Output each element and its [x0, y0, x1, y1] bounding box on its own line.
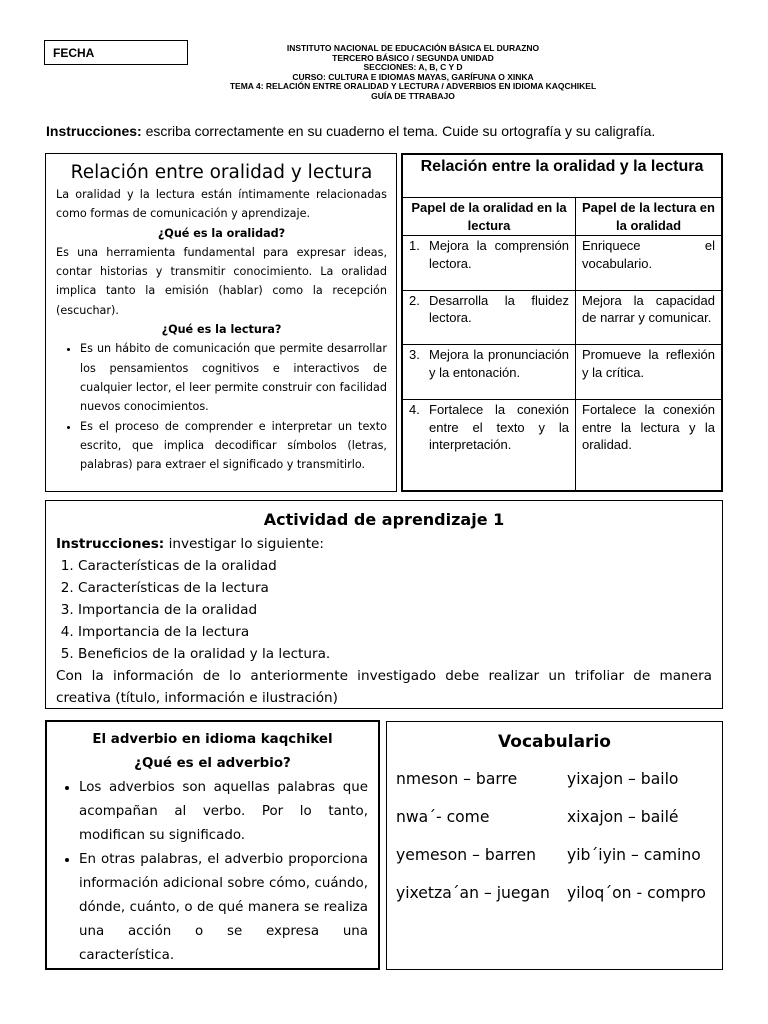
- vocab-row: [396, 798, 722, 836]
- vocab-term: yixetza´an – juegan: [396, 884, 550, 902]
- relacion-title: Relación entre oralidad y lectura: [70, 162, 373, 183]
- fecha-box: [44, 40, 188, 65]
- table-cell: Fortalece la conexión entre el texto y la interpretación.: [429, 402, 569, 453]
- vocabulario-title: Vocabulario: [498, 732, 611, 752]
- actividad-box: [45, 500, 723, 709]
- vocab-term: nmeson – barre: [396, 770, 518, 788]
- vocab-term: yemeson – barren: [396, 846, 537, 864]
- table-title: Relación entre la oralidad y la lectura: [403, 155, 722, 198]
- table-cell: Fortalece la conexión entre la lectura y la oralidad.: [576, 400, 722, 491]
- table-header-oralidad: Papel de la oralidad en la lectura: [403, 198, 576, 236]
- list-item: • Es un hábito de comunicación que permite desarrollar los pensamientos cognitivos e interactivos de cualquier lector, el leer permite construir con facilidad nuevos conocimientos.: [80, 339, 387, 416]
- actividad-title: Actividad de aprendizaje 1: [263, 510, 505, 529]
- adverbio-box: [45, 720, 380, 970]
- table-row: [403, 400, 722, 491]
- table-cell: Mejora la comprensión lectora.: [429, 238, 569, 271]
- header-line: CURSO: CULTURA E IDIOMAS MAYAS, GARÍFUNA O XINKA: [292, 71, 534, 82]
- fecha-label: FECHA: [53, 46, 95, 60]
- list-item: 4. Importancia de la lectura: [78, 621, 712, 643]
- vocabulario-box: [386, 721, 723, 970]
- table-row: [403, 290, 722, 345]
- list-item: 3. Importancia de la oralidad: [78, 599, 712, 621]
- actividad-instructions-text: investigar lo siguiente:: [164, 536, 324, 552]
- row-number: 1.: [409, 238, 420, 254]
- relacion-intro: La oralidad y la lectura están íntimamente relacionadas como formas de comunicación y aprendizaje.: [56, 188, 387, 221]
- header-line: TEMA 4: RELACIÓN ENTRE ORALIDAD Y LECTURA / ADVERBIOS EN IDIOMA KAQCHIKEL: [229, 81, 597, 92]
- list-item: 5. Beneficios de la oralidad y la lectura.: [78, 643, 712, 665]
- instructions-text: escriba correctamente en su cuaderno el tema. Cuide su ortografía y su caligrafía.: [141, 123, 656, 139]
- lectura-bullets: [56, 339, 387, 474]
- vocab-term: yiloq´on - compro: [567, 884, 706, 902]
- vocab-row: [396, 836, 722, 874]
- table-row: [403, 345, 722, 400]
- relacion-box: [45, 153, 397, 492]
- list-item: • Es el proceso de comprender e interpretar un texto escrito, que implica decodificar símbolos (letras, palabras) para extraer el significado y transmitirlo.: [80, 417, 387, 475]
- vocab-term: yixajon – bailo: [567, 770, 679, 788]
- header-line: GUÍA DE TTRABAJO: [371, 90, 455, 101]
- header-line: SECCIONES: A, B, C Y D: [363, 62, 463, 73]
- vocab-row: [396, 760, 722, 798]
- list-item: • Los adverbios son aquellas palabras que acompañan al verbo. Por lo tanto, modifican su significado.: [79, 776, 368, 848]
- row-number: 3.: [409, 347, 420, 363]
- table-cell: Enriquece el vocabulario.: [576, 236, 722, 291]
- instructions-label: Instrucciones:: [46, 123, 142, 139]
- list-item: • En otras palabras, el adverbio proporciona información adicional sobre cómo, cuándo, dónde, cuánto, o de qué manera se realiza una acción o se expresa una característica.: [79, 848, 368, 968]
- vocab-row: [396, 874, 722, 912]
- adverbio-question: ¿Qué es el adverbio?: [134, 756, 291, 771]
- list-item: 2. Características de la lectura: [78, 577, 712, 599]
- question-oralidad: ¿Qué es la oralidad?: [157, 226, 286, 240]
- vocab-term: yib´iyin – camino: [567, 846, 701, 864]
- actividad-list: [56, 555, 712, 665]
- question-lectura: ¿Qué es la lectura?: [161, 323, 282, 337]
- row-number: 4.: [409, 402, 420, 417]
- vocab-term: xixajon – bailé: [567, 808, 679, 826]
- adverbio-bullets: [57, 776, 368, 968]
- answer-oralidad: Es una herramienta fundamental para expresar ideas, contar historias y transmitir conocimiento. La oralidad implica tanto la emisión (hablar) como la recepción (escuchar).: [56, 245, 387, 317]
- header-line: INSTITUTO NACIONAL DE EDUCACIÓN BÁSICA EL DURAZNO: [286, 43, 540, 53]
- adverbio-title: El adverbio en idioma kaqchikel: [92, 732, 333, 747]
- actividad-instructions-label: Instrucciones:: [56, 536, 165, 552]
- table-cell: Promueve la reflexión y la crítica.: [576, 345, 722, 400]
- actividad-closing: Con la información de lo anteriormente investigado debe realizar un trifoliar de manera creativa (título, información e ilustración): [56, 668, 712, 706]
- list-item: 1. Características de la oralidad: [78, 555, 712, 577]
- actividad-instructions: [56, 533, 712, 555]
- relacion-table: [401, 153, 723, 492]
- vocab-term: nwa´- come: [396, 808, 490, 826]
- table-header-lectura: Papel de la lectura en la oralidad: [576, 198, 722, 236]
- table-row: [403, 236, 722, 291]
- document-header: [188, 44, 638, 102]
- table-cell: Mejora la pronunciación y la entonación.: [429, 347, 569, 380]
- row-number: 2.: [409, 292, 420, 308]
- table-cell: Desarrolla la fluidez lectora.: [429, 292, 569, 326]
- table-cell: Mejora la capacidad de narrar y comunicar.: [576, 290, 722, 345]
- header-line: TERCERO BÁSICO / SEGUNDA UNIDAD: [332, 52, 494, 63]
- general-instructions: [46, 123, 746, 139]
